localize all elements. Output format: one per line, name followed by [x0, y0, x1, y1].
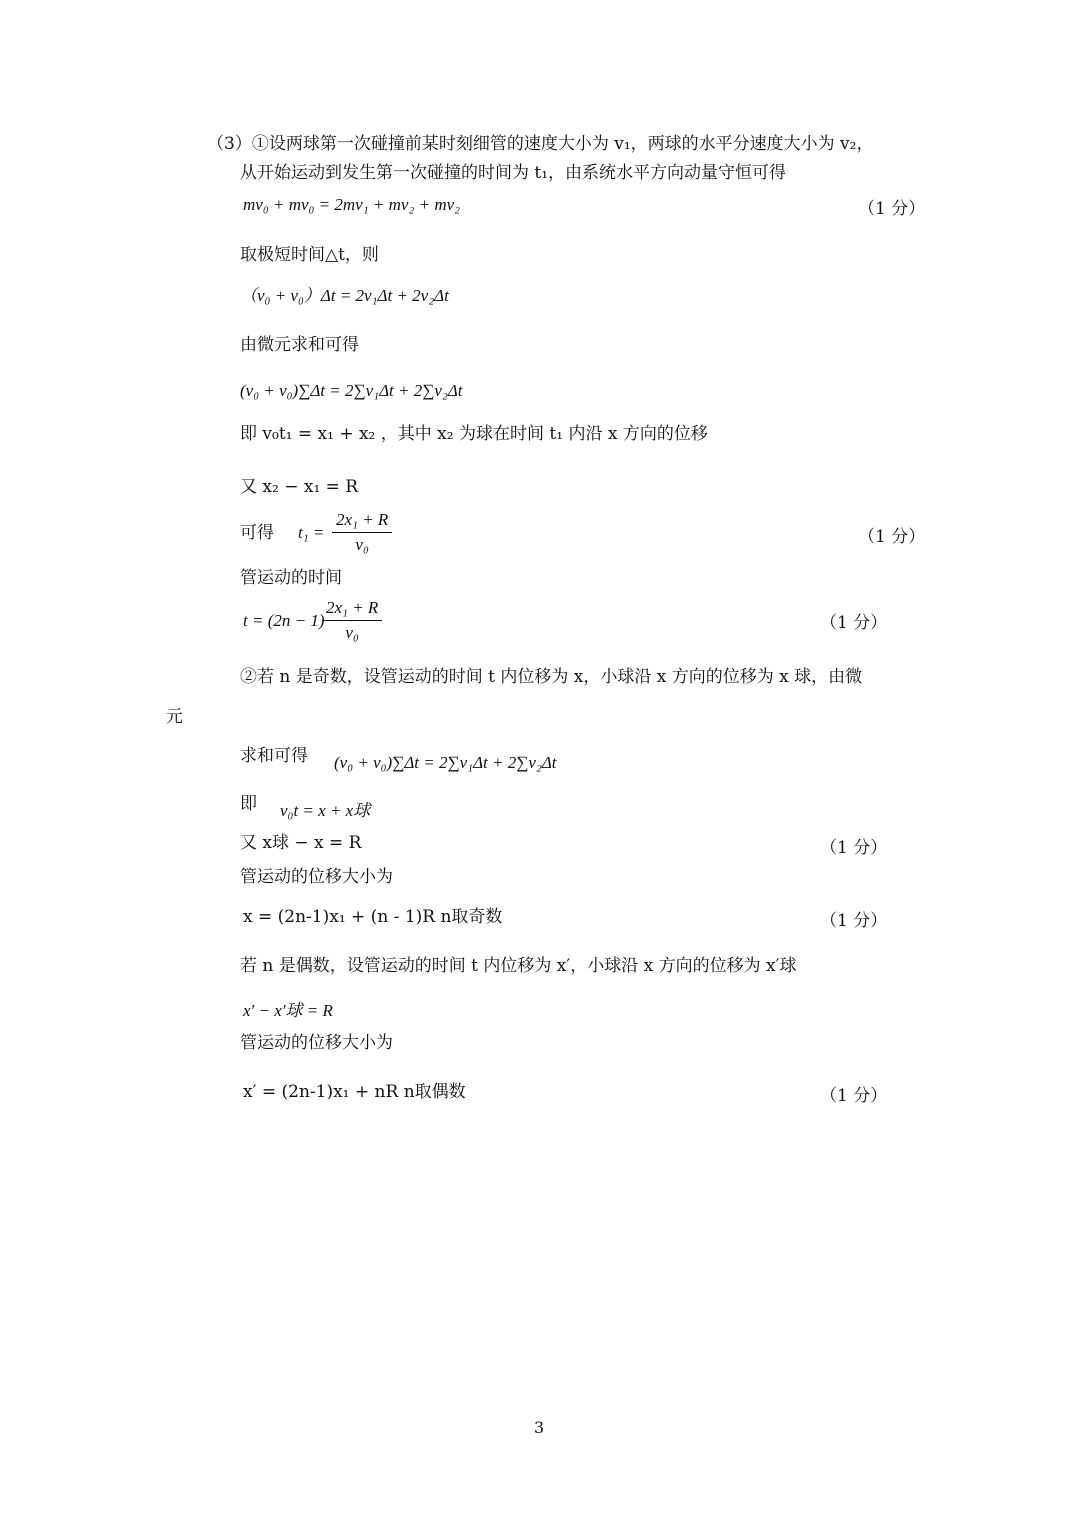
- fraction-denominator: v₀: [355, 535, 369, 554]
- text-line: 求和可得: [240, 746, 308, 766]
- score-label: （1 分）: [820, 911, 888, 931]
- score-label: （1 分）: [858, 527, 926, 547]
- equation-lhs: t₁ =: [298, 523, 325, 542]
- text-line: 从开始运动到发生第一次碰撞的时间为 t₁，由系统水平方向动量守恒可得: [240, 163, 787, 183]
- score-label: （1 分）: [820, 838, 888, 858]
- equation: 又 x₂ − x₁ = R: [240, 477, 359, 497]
- fraction-numerator: 2x₁ + R: [332, 510, 392, 533]
- text-line: 管运动的位移大小为: [240, 1033, 393, 1053]
- equation: x′ = (2n-1)x₁ + nR n取偶数: [243, 1082, 466, 1102]
- equation: x′ − x′球 = R: [243, 1001, 333, 1020]
- equation: (v₀ + v₀)∑Δt = 2∑v₁Δt + 2∑v₂Δt: [240, 381, 463, 400]
- equation-lhs: t = (2n − 1): [243, 611, 325, 630]
- fraction-denominator: v₀: [345, 623, 359, 642]
- score-label: （1 分）: [820, 613, 888, 633]
- text-line: 可得: [240, 523, 274, 543]
- text-line: 由微元求和可得: [240, 335, 359, 355]
- fraction: [332, 510, 392, 555]
- text-line: 若 n 是偶数，设管运动的时间 t 内位移为 x′，小球沿 x 方向的位移为 x′球: [240, 956, 797, 976]
- equation: v₀t = x + x球: [280, 801, 371, 820]
- text-line: ②若 n 是奇数，设管运动的时间 t 内位移为 x，小球沿 x 方向的位移为 x 球，由微: [240, 667, 863, 687]
- text-line: 元: [166, 707, 183, 727]
- text-line: （3）①设两球第一次碰撞前某时刻细管的速度大小为 v₁，两球的水平分速度大小为 v₂，: [207, 134, 874, 154]
- equation: x = (2n-1)x₁ + (n - 1)R n取奇数: [243, 907, 503, 927]
- score-label: （1 分）: [858, 199, 926, 219]
- equation: （v₀ + v₀）Δt = 2v₁Δt + 2v₂Δt: [240, 286, 449, 305]
- text-line: 取极短时间△t，则: [240, 245, 379, 265]
- text-line: 管运动的时间: [240, 568, 342, 588]
- page-number: 3: [534, 1418, 545, 1437]
- fraction-numerator: 2x₁ + R: [322, 598, 382, 621]
- text-line: 即: [240, 794, 257, 814]
- equation: mv₀ + mv₀ = 2mv₁ + mv₂ + mv₂: [243, 195, 461, 214]
- fraction: [322, 598, 382, 643]
- score-label: （1 分）: [820, 1086, 888, 1106]
- text-line: 即 v₀t₁ = x₁ + x₂ ，其中 x₂ 为球在时间 t₁ 内沿 x 方向的位移: [240, 424, 708, 444]
- equation: (v₀ + v₀)∑Δt = 2∑v₁Δt + 2∑v₂Δt: [334, 753, 557, 772]
- text-line: 管运动的位移大小为: [240, 867, 393, 887]
- equation: 又 x球 − x = R: [240, 833, 362, 853]
